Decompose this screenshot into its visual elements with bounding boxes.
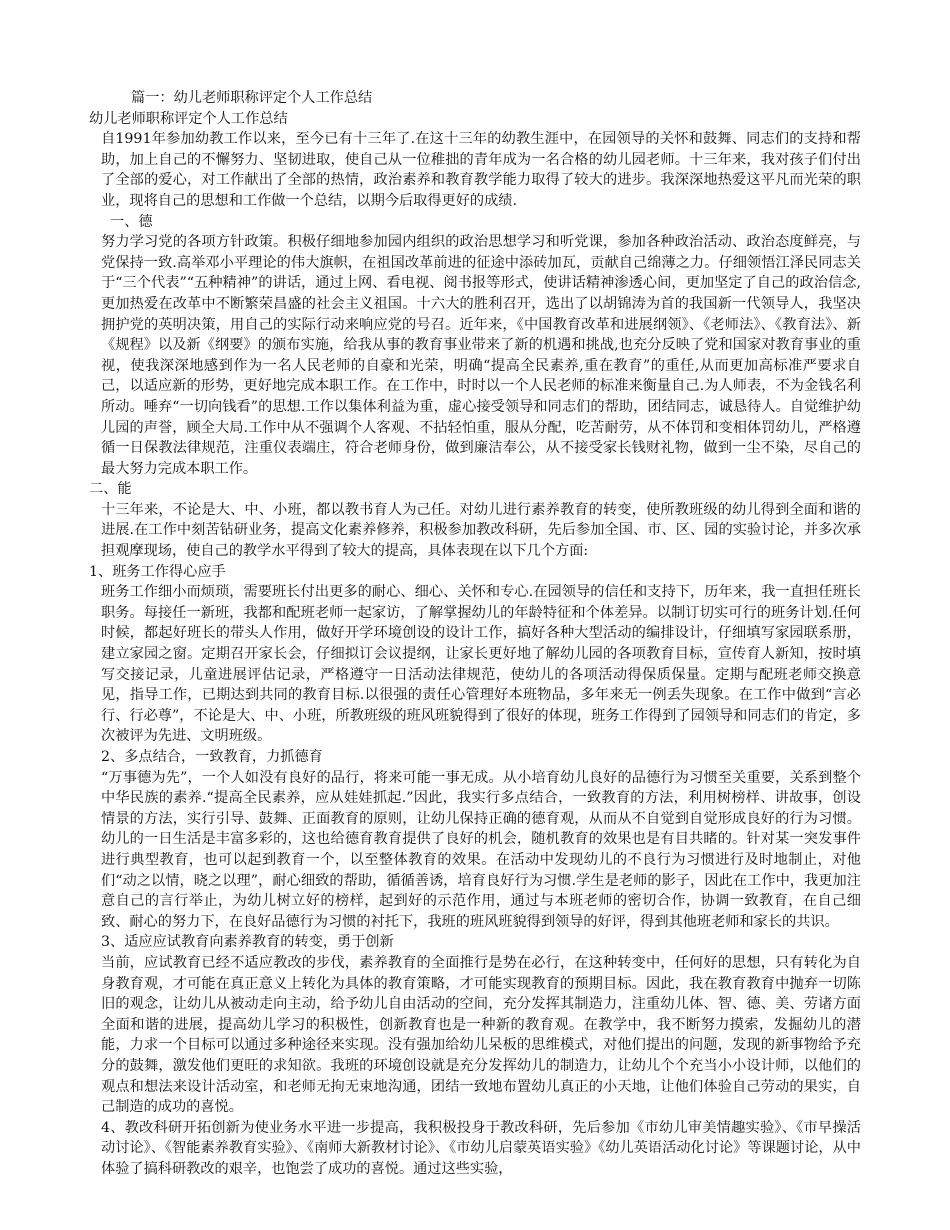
section-body-virtue: 努力学习党的各项方针政策。积极仔细地参加园内组织的政治思想学习和听党课，参加各种政治活动、政治态度鲜亮，与党保持一致.高举邓小平理论的伟大旗帜，在祖国改革前进的征途中添砖加瓦，贡献自己绵薄之力。仔细领悟江泽民同志关于“三个代表”“五种精神”的讲话，通过上网、看电视、阅书报等形式，使讲话精神渗透心间，更加坚定了自己的政治信念,更加热爱在改革中不断繁荣昌盛的社会主义祖国。十六大的胜利召开，选出了以胡锦涛为首的我国新一代领导人，我坚决拥护党的英明决策，用自己的实际行动来响应党的号召。近年来，《中国教育改革和进展纲领》、《老师法》、《教育法》、新《规程》以及新《纲要》的颁布实施，给我从事的教育事业带来了新的机遇和挑战,也充分反映了党和国家对教育事业的重视，使我深深地感到作为一名人民老师的自豪和光荣，明确“提高全民素养,重在教育”的重任,从而更加高标准严要求自己，以适应新的形势，更好地完成本职工作。在工作中，时时以一个人民老师的标准来衡量自己.为人师表，不为金钱名利所动。唾弃“一切向钱看”的思想.工作以集体利益为重，虚心接受领导和同志们的帮助，团结同志，诚恳待人。自觉维护幼儿园的声誉，顾全大局.工作中从不强调个人客观、不拈轻怕重，服从分配，吃苦耐劳，从不体罚和变相体罚幼儿，严格遵循一日保教法律规范，注重仪表端庄，符合老师身份，做到廉洁奉公，从不接受家长钱财礼物，做到一尘不染，尽自己的最大努力完成本职工作。 (101, 234, 861, 477)
item-title-class-affairs: 1、班务工作得心应手 (89, 563, 226, 580)
item-body-moral-education: “万事德为先”，一个人如没有良好的品行，将来可能一事无成。从小培育幼儿良好的品德行为习惯至关重要，关系到整个中华民族的素养.“提高全民素养，应从娃娃抓起.”因此，我实行多点结合，一致教育的方法，利用树榜样、讲故事，创设情景的方法，实行引导、鼓舞、正面教育的原则，让幼儿保持正确的德育观，从而从不自觉到自觉形成良好的行为习惯。幼儿的一日生活是丰富多彩的，这也给德育教育提供了良好的机会，随机教育的效果也是有目共睹的。针对某一突发事件进行典型教育，也可以起到教育一个，以至整体教育的效果。在活动中发现幼儿的不良行为习惯进行及时地制止，对他们“动之以情，晓之以理”，耐心细致的帮助，循循善诱，培育良好行为习惯.学生是老师的影子，因此在工作中，我更加注意自己的言行举止，为幼儿树立好的榜样，起到好的示范作用，通过与本班老师的密切合作，协调一致教育，在自己细致、耐心的努力下，在良好品德行为习惯的衬托下，我班的班风班貌得到领导的好评，得到其他班老师和家长的共识。 (101, 769, 861, 930)
item-title-quality-education: 3、适应应试教育向素养教育的转变，勇于创新 (101, 934, 394, 951)
intro-paragraph: 自1991年参加幼教工作以来，至今已有十三年了.在这十三年的幼教生涯中，在园领导的关怀和鼓舞、同志们的支持和帮助，加上自己的不懈努力、坚韧进取，使自己从一位稚拙的青年成为一名合格的幼儿园老师。十三年来，我对孩子们付出了全部的爱心，对工作献出了全部的热情，政治素养和教育教学能力取得了较大的进步。我深深地热爱这平凡而光荣的职业，现将自己的思想和工作做一个总结，以期今后取得更好的成绩. (101, 131, 861, 209)
item-body-research: 4、教改科研开拓创新为使业务水平进一步提高，我积极投身于教改科研，先后参加《市幼儿审美情趣实验》、《市早操活动讨论》、《智能素养教育实验》、《南师大新教材讨论》、《市幼儿启蒙英语实验》《幼儿英语活动化讨论》等课题讨论，从中体验了搞科研教改的艰辛，也饱尝了成功的喜悦。通过这些实验， (101, 1119, 861, 1177)
item-title-moral-education: 2、多点结合，一致教育，力抓德育 (101, 749, 323, 765)
document-page (89, 88, 861, 1179)
item-body-quality-education: 当前，应试教育已经不适应教改的步伐，素养教育的全面推行是势在必行，在这种转变中，任何好的思想，只有转化为自身教育观，才可能在真正意义上转化为具体的教育策略，才可能实现教育的预期目标。因此，我在教育教育中抛弃一切陈旧的观念，让幼儿从被动走向主动，给予幼儿自由活动的空间，充分发挥其制造力，注重幼儿体、智、德、美、劳诸方面全面和谐的进展，提高幼儿学习的积极性，创新教育也是一种新的教育观。在教学中，我不断努力摸索，发掘幼儿的潜能，力求一个目标可以通过多种途径来实现。没有强加给幼儿呆板的思维模式，对他们提出的问题，发现的新事物给予充分的鼓舞，激发他们更旺的求知欲。我班的环境创设就是充分发挥幼儿的制造力，让幼儿个个充当小小设计师，以他们的观点和想法来设计活动室，和老师无拘无束地沟通，团结一致地布置幼儿真正的小天地，让他们体验自己劳动的果实，自己制造的成功的喜悦。 (101, 954, 861, 1116)
section-title-ability: 二、能 (89, 481, 132, 498)
document-heading: 篇一：幼儿老师职称评定个人工作总结 (131, 90, 373, 106)
item-body-class-affairs: 班务工作细小而烦琐，需要班长付出更多的耐心、细心、关怀和专心.在园领导的信任和支持下，历年来，我一直担任班长职务。每接任一新班，我都和配班老师一起家访，了解掌握幼儿的年龄特征和个体差异。以制订切实可行的班务计划.任何时候，都起好班长的带头人作用，做好开学环境创设的设计工作，搞好各种大型活动的编排设计，仔细填写家园联系册，建立家园之窗。定期召开家长会，仔细拟订会议提纲，让家长更好地了解幼儿园的各项教育目标，宣传育人新知，按时填写交接记录，儿童进展评估记录，严格遵守一日活动法律规范，使幼儿的各项活动得保质保量。定期与配班老师交换意见，指导工作，已期达到共同的教育目标.以很强的责任心管理好本班物品，多年来无一例丢失现象。在工作中做到“言必行、行必尊”，不论是大、中、小班，所教班级的班风班貌得到了很好的体现，班务工作得到了园领导和同志们的肯定，多次被评为先进、文明班级。 (101, 584, 861, 745)
section-intro-ability: 十三年来，不论是大、中、小班，都以教书育人为己任。对幼儿进行素养教育的转变，使所教班级的幼儿得到全面和谐的进展.在工作中刻苦钻研业务，提高文化素养修养，积极参加教改科研，先后参加全国、市、区、园的实验讨论，并多次承担观摩现场，使自己的教学水平得到了较大的提高，具体表现在以下几个方面: (101, 501, 861, 560)
document-title: 幼儿老师职称评定个人工作总结 (89, 110, 288, 127)
section-title-virtue: 一、德 (110, 213, 153, 230)
